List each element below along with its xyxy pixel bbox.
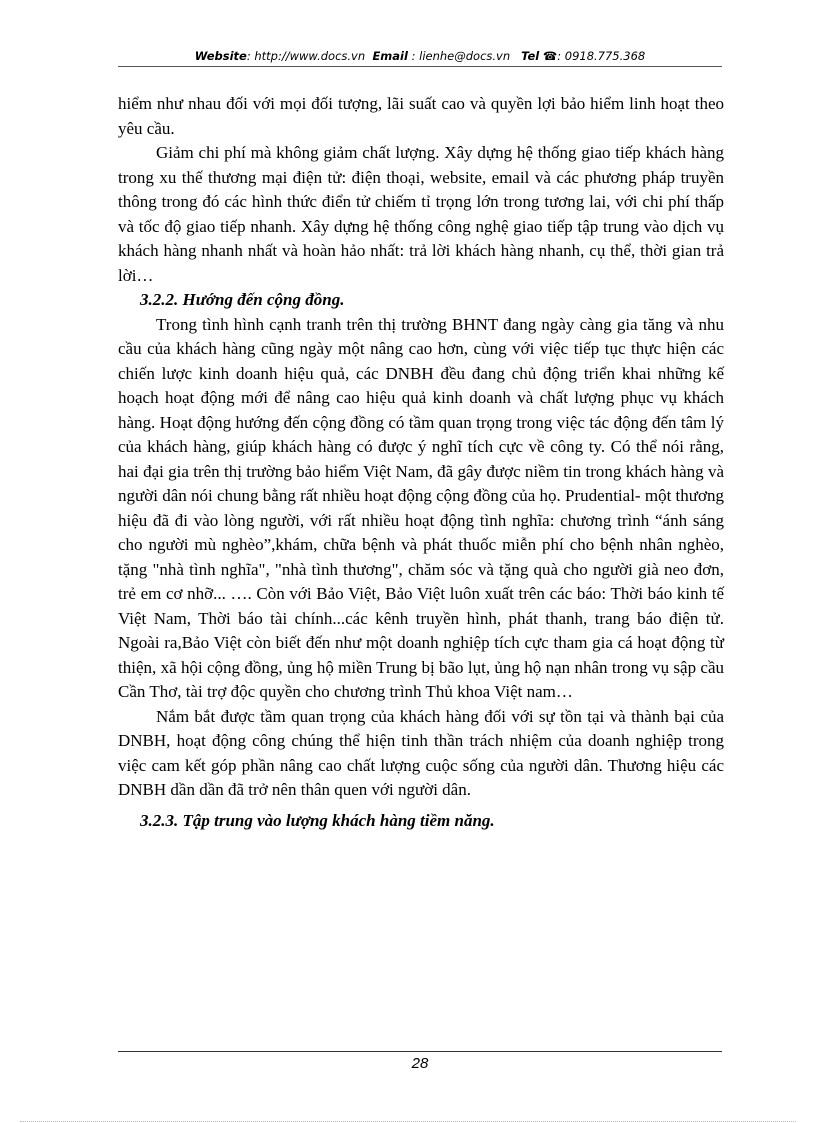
paragraph-importance: Nắm bắt được tầm quan trọng của khách hàng đối với sự tồn tại và thành bại của DNBH, hoạt động công chúng thể hiện tinh thần trách nhiệm của doanh nghiệp trong việc cam kết góp phần nâng cao chất lượng cuộc sống của người dân. Thương hiệu các DNBH dần dần đã trở nên thân quen với người dân. <box>118 706 724 799</box>
page-bottom-border <box>20 1121 796 1122</box>
paragraph-continued: hiểm như nhau đối với mọi đối tượng, lãi suất cao và quyền lợi bảo hiểm linh hoạt theo yêu cầu. <box>118 94 724 138</box>
email-value: : lienhe@docs.vn <box>411 49 511 63</box>
section-heading-3-2-2: 3.2.2. Hướng đến cộng đồng. <box>140 290 345 309</box>
document-body <box>118 92 724 833</box>
footer-divider <box>118 1051 722 1052</box>
paragraph-cost-reduction: Giảm chi phí mà không giảm chất lượng. Xây dựng hệ thống giao tiếp khách hàng trong xu thế thương mại điện tử: điện thoại, website, email và các phương pháp truyền thông trong đó các hình thức điển tử chiếm tỉ trọng lớn trong tương lai, với chi phí thấp và tốc độ giao tiếp nhanh. Xây dựng hệ thống công nghệ giao tiếp tập trung vào dịch vụ khách hàng nhanh nhất và hoàn hảo nhất: trả lời khách hàng nhanh, cụ thể, thời gian trả lời… <box>118 143 724 285</box>
website-label: Website <box>194 49 247 63</box>
telephone-icon: ☎ <box>542 49 558 63</box>
email-label: Email <box>372 49 408 63</box>
tel-value: : 0918.775.368 <box>557 49 646 63</box>
website-value: : http://www.docs.vn <box>246 49 366 63</box>
paragraph-community: Trong tình hình cạnh tranh trên thị trường BHNT đang ngày càng gia tăng và nhu cầu của khách hàng cũng ngày một nâng cao hơn, cùng với việc tiếp tục thực hiện các chiến lược kinh doanh hiệu quả, các DNBH đều đang chủ động triển khai những kế hoạch hoạt động mới để nâng cao hiệu quả kinh doanh và chất lượng phục vụ khách hàng. Hoạt động hướng đến cộng đồng có tầm quan trọng trong việc tác động đến tâm lý của khách hàng, giúp khách hàng có được ý nghĩ tích cực về công ty. Có thể nói rằng, hai đại gia trên thị trường bảo hiểm Việt Nam, đã gây được niềm tin trong khách hàng và người dân nói chung bằng rất nhiều hoạt động cộng đồng của họ. Prudential- một thương hiệu đã đi vào lòng người, với rất nhiều hoạt động tình nghĩa: chương trình “ánh sáng cho người mù nghèo”,khám, chữa bệnh và phát thuốc miễn phí cho bệnh nhân nghèo, tặng "nhà tình nghĩa", "nhà tình thương", chăm sóc và tặng quà cho người già neo đơn, trẻ em cơ nhỡ... …. Còn với Bảo Việt, Bảo Việt luôn xuất trên các báo: Thời báo kinh tế Việt Nam, Thời báo tài chính...các kênh truyền hình, phát thanh, trang báo điện tử. Ngoài ra,Bảo Việt còn biết đến như một doanh nghiệp tích cực tham gia cá hoạt động từ thiện, xã hội cộng đồng, ủng hộ miền Trung bị bão lụt, ủng hộ nạn nhân trong vụ sập cầu Cần Thơ, tài trợ độc quyền cho chương trình Thủ khoa Việt nam… <box>118 314 724 701</box>
page-number: 28 <box>411 1055 429 1072</box>
tel-label: Tel <box>521 49 540 63</box>
page-header <box>118 48 722 66</box>
section-heading-3-2-3: 3.2.3. Tập trung vào lượng khách hàng tiềm năng. <box>140 810 495 830</box>
header-divider <box>118 66 722 67</box>
